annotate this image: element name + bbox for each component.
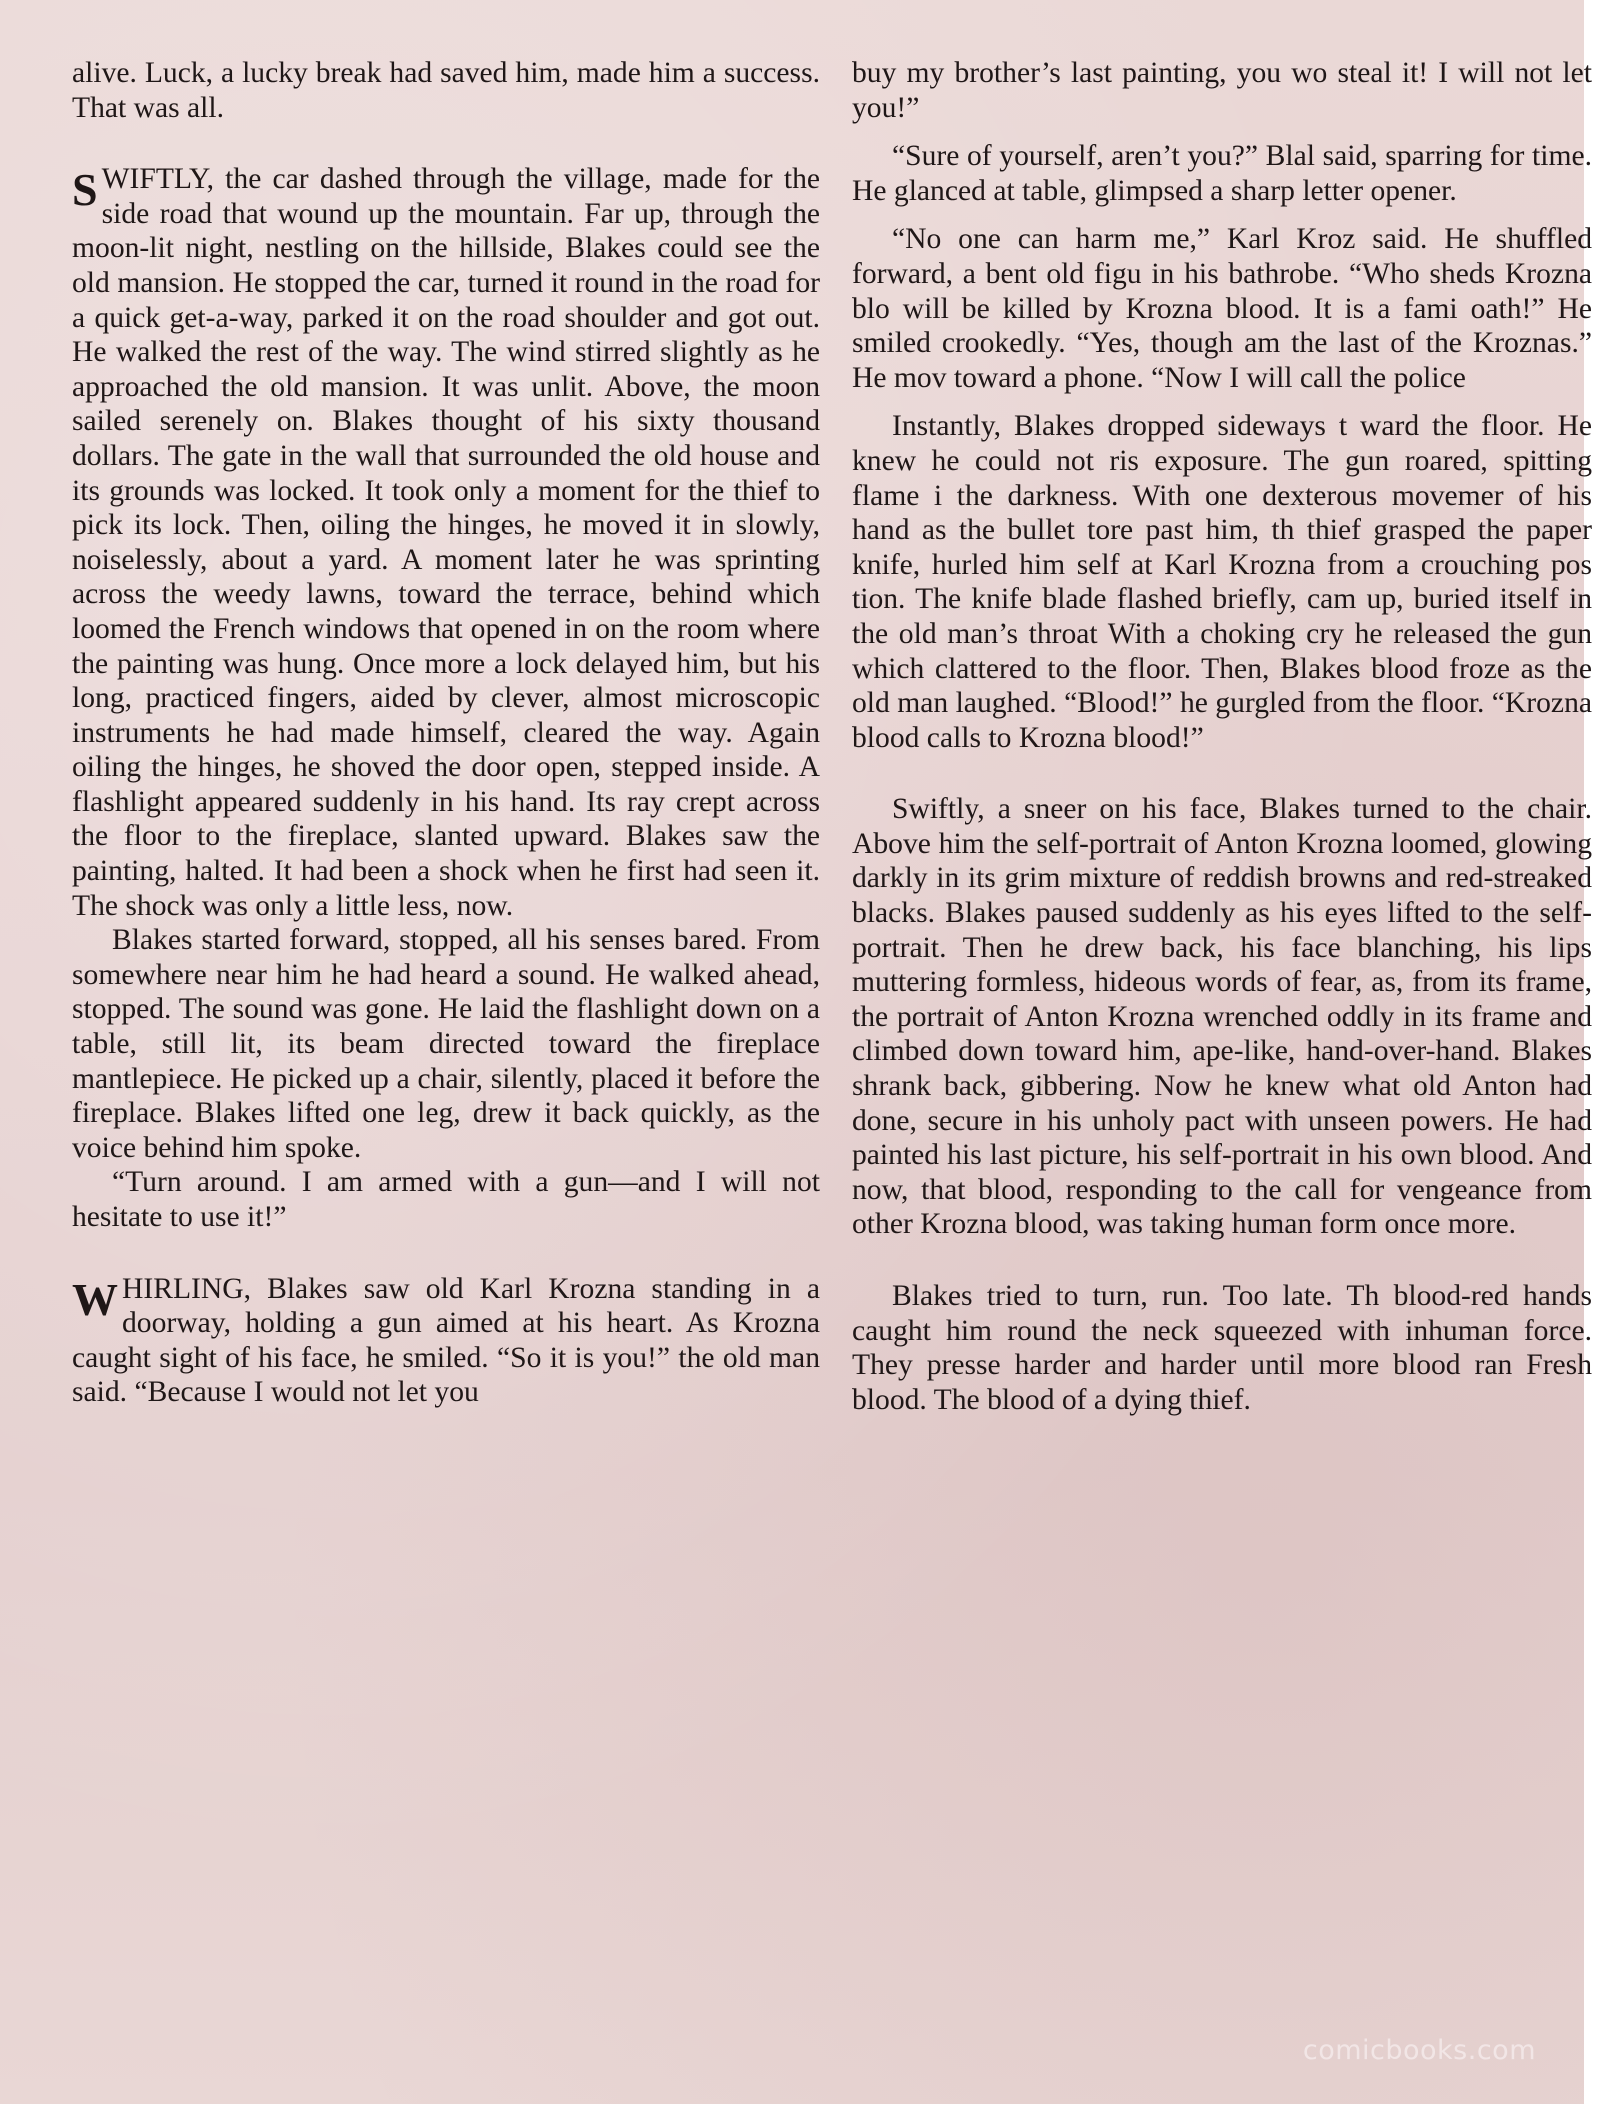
story-paragraph: Blakes started forward, stopped, all his senses bared. From somewhere near him he had heard a sound. He walked ahead, stopped. The sound was gone. He laid the flashlight down on a table, still lit, its beam directed toward the fireplace mantlepiece. He picked up a chair, silently, placed it before the fireplace. Blakes lifted one leg, drew it back quickly, as the voice behind him spoke. bbox=[72, 924, 820, 1164]
right-text-column bbox=[852, 56, 1600, 1876]
story-paragraph-ending: Blakes tried to turn, run. Too late. Th blood-red hands caught him round the neck squeezed with inhuman force. They presse harder and harder until more blood ran Fresh blood. The blood of a dying thief. bbox=[852, 1280, 1592, 1416]
drop-cap-s: S bbox=[72, 164, 98, 216]
section-paragraph-text: WIFTLY, the car dashed through the village, made for the side road that wound up the mountain. Far up, through the moon-lit night, nestling on the hillside, Blakes could see the old mansion. He stopped the car, turned it round in the road for a quick get-a-way, parked it on the road shoulder and got out. He walked the rest of the way. The wind stirred slightly as he approached the old mansion. It was unlit. Above, the moon sailed serenely on. Blakes thought of his sixty thousand dollars. The gate in the wall that surrounded the old house and its grounds was locked. It took only a moment for the thief to pick its lock. Then, oiling the hinges, he moved it in slowly, noiselessly, about a yard. A moment later he was sprinting across the weedy lawns, toward the terrace, behind which loomed the French windows that opened in on the room where the painting was hung. Once more a lock delayed him, but his long, practiced fingers, aided by clever, almost microscopic instruments he had made himself, cleared the way. Again oiling the hinges, he shoved the door open, stepped inside. A flashlight appeared suddenly in his hand. Its ray crept across the floor to the fireplace, slanted upward. Blakes saw the painting, halted. It had been a shock when he first had seen it. The shock was only a little less, now. bbox=[72, 163, 820, 922]
section-paragraph-swiftly bbox=[72, 162, 820, 923]
section-paragraph-text: HIRLING, Blakes saw old Karl Krozna standing in a doorway, holding a gun aimed at his heart. As Krozna caught sight of his face, he smiled. “So it is you!” the old man said. “Because I would not let you bbox=[72, 1272, 820, 1409]
story-paragraph-dialogue: “Turn around. I am armed with a gun—and I will not hesitate to use it!” bbox=[72, 1166, 820, 1233]
left-text-column bbox=[72, 56, 820, 1410]
story-paragraph: “No one can harm me,” Karl Kroz said. He shuffled forward, a bent old figu in his bathrobe. “Who sheds Krozna blo will be killed by Krozna blood. It is a fami oath!” He smiled crookedly. “Yes, though am the last of the Kroznas.” He mov toward a phone. “Now I will call the police bbox=[852, 223, 1592, 394]
story-paragraph: alive. Luck, a lucky break had saved him, made him a success. That was all. bbox=[72, 57, 820, 124]
watermark-text: comicbooks.com bbox=[1302, 2035, 1536, 2066]
story-paragraph: Swiftly, a sneer on his face, Blakes turned to the chair. Above him the self-portrait of Anton Krozna loomed, glowing darkly in its grim mixture of reddish browns and red-streaked blacks. Blakes paused suddenly as his eyes lifted to the self-portrait. Then he drew back, his face blanching, his lips muttering formless, hideous words of fear, as, from its frame, the portrait of Anton Krozna wrenched oddly in its frame and climbed down toward him, ape-like, hand-over-hand. Blakes shrank back, gibbering. Now he knew what old Anton had done, secure in his unholy pact with unseen powers. He had painted his last picture, his self-portrait in his own blood. And now, that blood, responding to the call for vengeance from other Krozna blood, was taking human form once more. bbox=[852, 793, 1592, 1241]
drop-cap-w: W bbox=[72, 1273, 118, 1325]
story-paragraph: “Sure of yourself, aren’t you?” Blal said, sparring for time. He glanced at table, glimpsed a sharp letter opener. bbox=[852, 140, 1592, 207]
story-paragraph: Instantly, Blakes dropped sideways t ward the floor. He knew he could not ris exposure. The gun roared, spitting flame i the darkness. With one dexterous movemer of his hand as the bullet tore past him, th thief grasped the paper knife, hurled him self at Karl Krozna from a crouching pos tion. The knife blade flashed briefly, cam up, buried itself in the old man’s throat With a choking cry he released the gun which clattered to the floor. Then, Blakes blood froze as the old man laughed. “Blood!” he gurgled from the floor. “Krozna blood calls to Krozna blood!” bbox=[852, 410, 1592, 754]
section-paragraph-whirling bbox=[72, 1272, 820, 1410]
story-paragraph: buy my brother’s last painting, you wo steal it! I will not let you!” bbox=[852, 57, 1592, 124]
